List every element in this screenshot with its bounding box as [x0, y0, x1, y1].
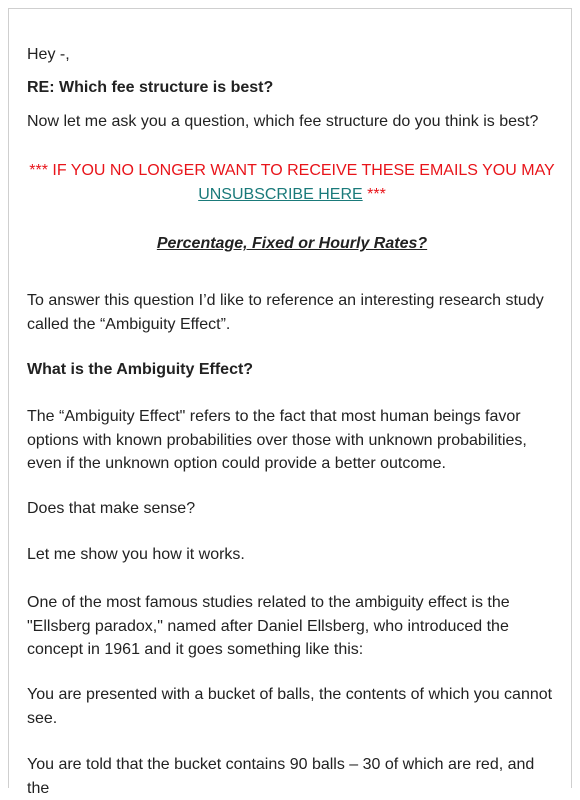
paragraph-show-how: Let me show you how it works.	[27, 546, 245, 563]
unsubscribe-prefix: *** IF YOU NO LONGER WANT TO RECEIVE THESE EMAILS YOU MAY	[29, 162, 555, 179]
ambiguity-effect-heading: What is the Ambiguity Effect?	[27, 361, 254, 378]
unsubscribe-notice	[27, 159, 557, 206]
section-subheading: Percentage, Fixed or Hourly Rates?	[156, 235, 428, 252]
paragraph-ambiguity-definition: The “Ambiguity Effect" refers to the fact that most human beings favor options with known probabilities over those with unknown probabilities, even if the unknown option could provide a better outcome.	[27, 408, 527, 472]
paragraph-bucket: You are presented with a bucket of balls, the contents of which you cannot see.	[27, 686, 553, 727]
unsubscribe-link[interactable]: UNSUBSCRIBE HERE	[198, 185, 363, 203]
unsubscribe-suffix: ***	[362, 185, 386, 203]
greeting: Hey -,	[27, 46, 70, 63]
paragraph-research-study: To answer this question I’d like to reference an interesting research study called the “Ambiguity Effect”.	[27, 292, 544, 333]
intro-text: Now let me ask you a question, which fee structure do you think is best?	[27, 113, 539, 130]
paragraph-ellsberg: One of the most famous studies related to the ambiguity effect is the "Ellsberg paradox," named after Daniel Ellsberg, who introduced the concept in 1961 and it goes something like this:	[27, 594, 510, 658]
paragraph-ninety-balls: You are told that the bucket contains 90 balls – 30 of which are red, and the	[27, 756, 535, 797]
subject-line: RE: Which fee structure is best?	[27, 79, 274, 96]
paragraph-make-sense: Does that make sense?	[27, 500, 196, 517]
